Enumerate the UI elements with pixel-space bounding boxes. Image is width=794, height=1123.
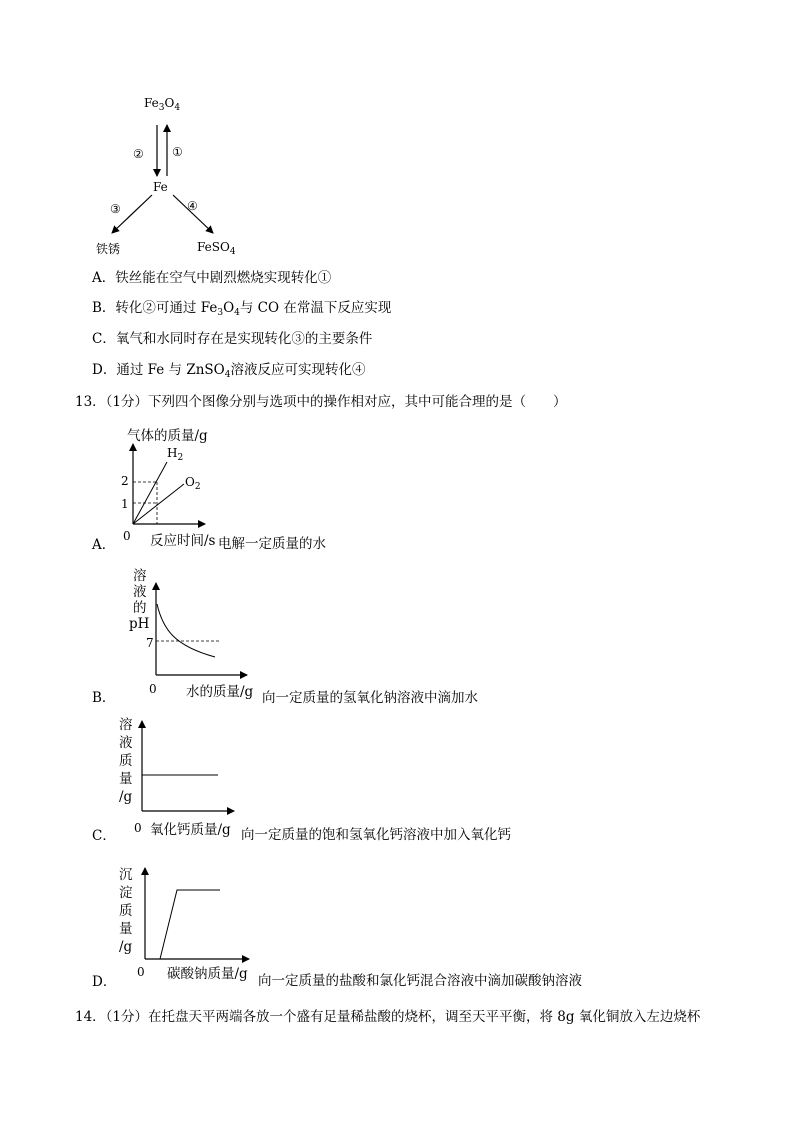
- q13-option-c-letter: C．: [92, 828, 116, 844]
- node-feso4: FeSO$_4$: [197, 240, 236, 257]
- q13-option-a-caption: 电解一定质量的水: [218, 536, 326, 552]
- chart-b-origin: 0: [149, 682, 157, 696]
- chart-c-xlabel: 氧化钙质量/g: [150, 822, 231, 838]
- chart-c-ylabel: 溶 液 质 量 /g: [119, 717, 133, 805]
- chart-d-ylabel: 沉 淀 质 量 /g: [119, 867, 133, 955]
- chart-d-xlabel: 碳酸钠质量/g: [167, 966, 248, 982]
- chart-a-xlabel: 反应时间/s: [150, 533, 216, 549]
- q13-option-b-letter: B．: [92, 690, 116, 706]
- q13-option-c-caption: 向一定质量的饱和氢氧化钙溶液中加入氧化钙: [241, 827, 511, 843]
- chart-b-ref-label: 7: [146, 636, 154, 650]
- node-fe3o4: $Fe_3O_4$: [144, 96, 181, 113]
- node-fe: Fe: [153, 180, 168, 194]
- q12-option-c: C．氧气和水同时存在是实现转化③的主要条件: [92, 331, 373, 347]
- chart-a-ytick-2: 2: [121, 474, 129, 488]
- chart-c-origin: 0: [134, 821, 142, 835]
- q12-option-a: A．铁丝能在空气中剧烈燃烧实现转化①: [92, 270, 332, 286]
- q13-option-d-caption: 向一定质量的盐酸和氯化钙混合溶液中滴加碳酸钠溶液: [258, 973, 582, 989]
- q14-stem: 14．（1分）在托盘天平两端各放一个盛有足量稀盐酸的烧杯，调至天平平衡，将 8g 氧化铜放入左边烧杯: [75, 1009, 701, 1025]
- q13-stem: 13．（1分）下列四个图像分别与选项中的操作相对应，其中可能合理的是（ ）: [75, 394, 567, 410]
- chart-a-ytick-1: 1: [121, 497, 129, 511]
- q13-option-d-letter: D．: [92, 974, 117, 990]
- label-4: ④: [187, 199, 198, 213]
- node-rust: 铁锈: [96, 242, 121, 256]
- label-3: ③: [110, 202, 121, 216]
- chart-b-xlabel: 水的质量/g: [186, 684, 254, 700]
- q12-option-d: D．通过 Fe 与 ZnSO$_4$溶液反应可实现转化④: [92, 362, 366, 380]
- chart-d-origin: 0: [137, 965, 145, 979]
- chart-b-ylabel: 溶 液 的 pH: [129, 568, 150, 632]
- chart-a-origin: 0: [123, 529, 131, 543]
- chart-a-series-o2-label: $O_2$: [185, 475, 201, 492]
- q13-option-a-letter: A．: [92, 537, 116, 553]
- label-2: ②: [133, 147, 144, 161]
- q13-option-b-caption: 向一定质量的氢氧化钠溶液中滴加水: [262, 690, 478, 706]
- chart-a-ylabel: 气体的质量/g: [127, 428, 208, 444]
- chart-d-line: [145, 890, 220, 959]
- q12-option-b: B．转化②可通过 $Fe_3O_4$与 CO 在常温下反应实现: [92, 300, 392, 318]
- chart-a-series-h2-label: $H_2$: [167, 446, 184, 463]
- label-1: ①: [172, 145, 183, 159]
